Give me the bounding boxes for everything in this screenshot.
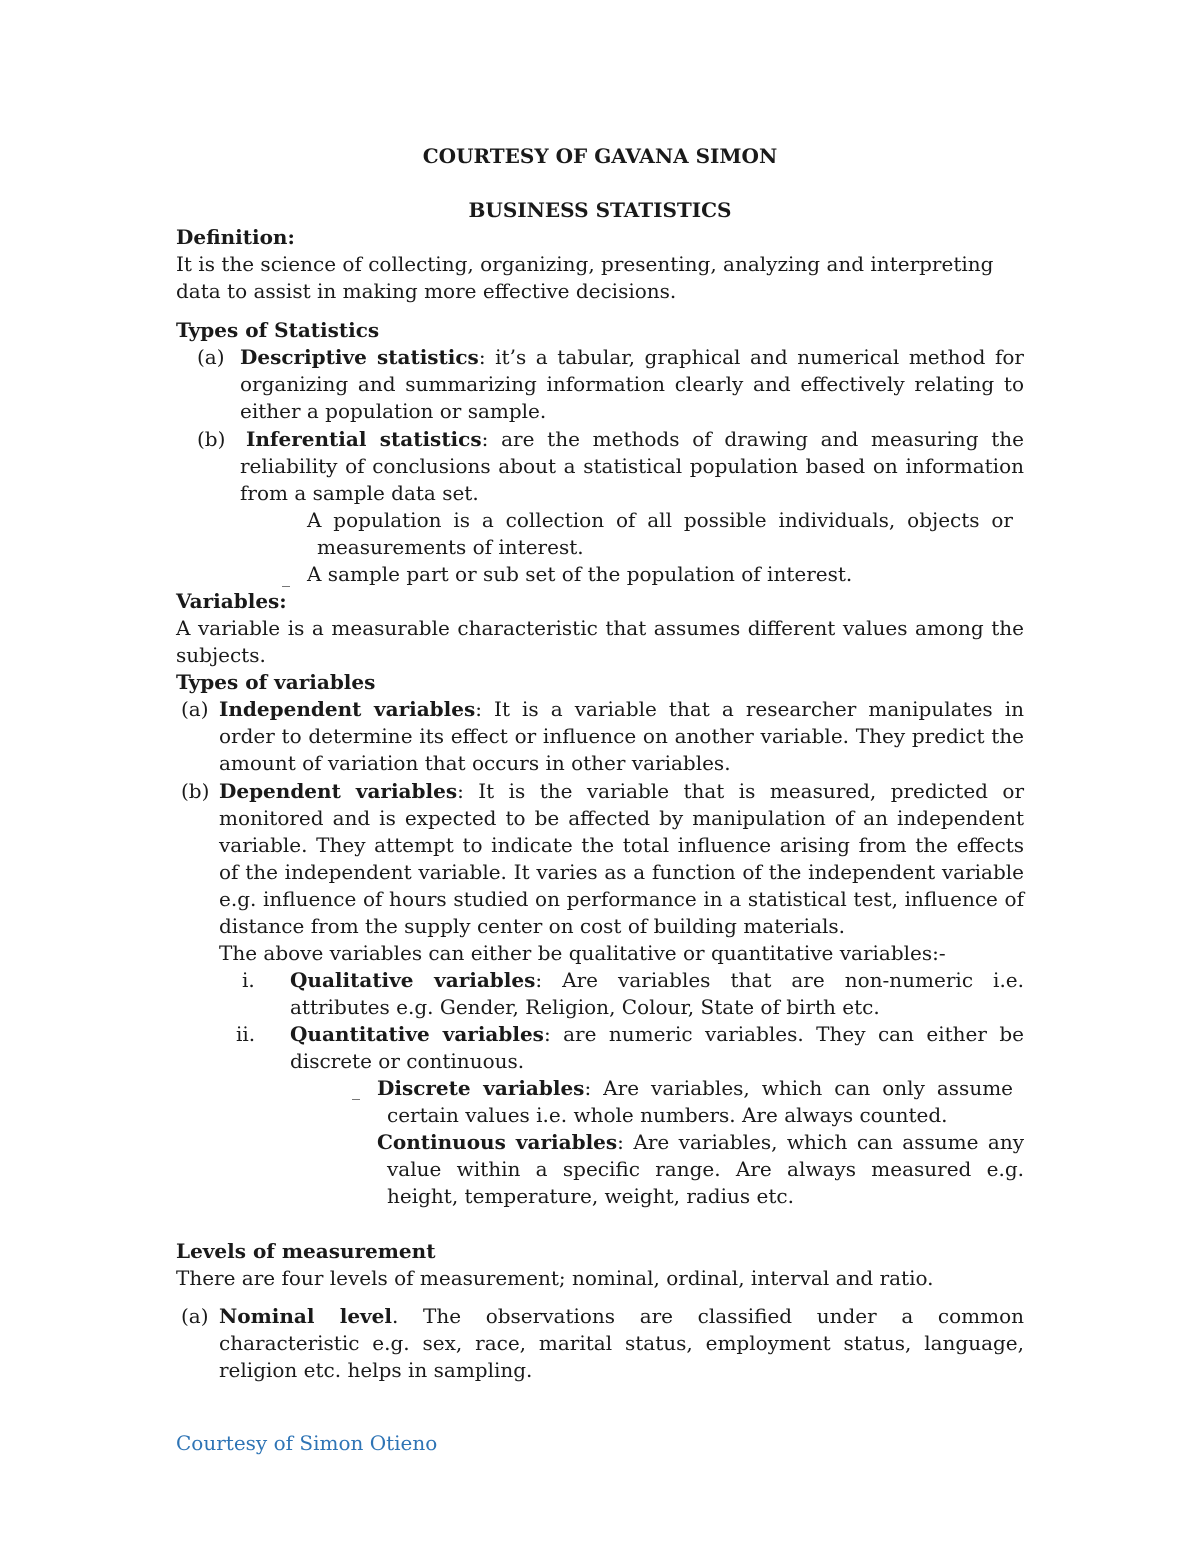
- list-item-qualitative: [290, 967, 1024, 1021]
- term: Independent variables: [219, 697, 476, 721]
- term: Nominal level: [219, 1304, 392, 1328]
- definition-heading: Definition:: [176, 225, 295, 249]
- list-item-descriptive: [240, 344, 1024, 425]
- types-of-variables-heading: Types of variables: [176, 670, 376, 694]
- list-item-continuous: [377, 1129, 1024, 1210]
- sub-item-population: [307, 507, 1013, 561]
- term-description: : It is a variable that a researcher manipulates in order to determine its effect or influence on another variable. They predict the amount of variation that occurs in other variables.: [219, 697, 1024, 775]
- list-item-nominal: [219, 1303, 1024, 1384]
- term-description: : Are variables that are non-numeric i.e. attributes e.g. Gender, Religion, Colour, State of birth etc.: [290, 968, 1025, 1019]
- list-item-dependent: [219, 778, 1024, 940]
- list-item-discrete: [377, 1075, 1013, 1129]
- term-description: : are the methods of drawing and measuring the reliability of conclusions about a statistical population based on information from a sample data set.: [240, 427, 1024, 505]
- term: Continuous variables: [377, 1130, 618, 1154]
- bullet-marker: _: [282, 568, 290, 587]
- variables-intro: The above variables can either be qualitative or quantitative variables:-: [219, 941, 946, 965]
- term: Qualitative variables: [290, 968, 536, 992]
- subject-title: BUSINESS STATISTICS: [468, 198, 732, 222]
- term: Dependent variables: [219, 779, 458, 803]
- term-description: : It is the variable that is measured, predicted or monitored and is expected to be affected by manipulation of an independent variable. They attempt to indicate the total influence arising from the effects of the independent variable. It varies as a function of the independent variable e.g. influence of hours studied on performance in a statistical test, influence of distance from the supply center on cost of building materials.: [219, 779, 1024, 938]
- levels-heading: Levels of measurement: [176, 1239, 436, 1263]
- term: Quantitative variables: [290, 1022, 544, 1046]
- bullet-marker: _: [352, 1081, 360, 1100]
- term: Inferential statistics: [246, 427, 482, 451]
- list-item-quantitative: [290, 1021, 1024, 1075]
- variables-text: A variable is a measurable characteristic that assumes different values among the subjects.: [176, 616, 1024, 667]
- sub-item-text: A population is a collection of all possible individuals, objects or measurements of interest.: [307, 508, 1013, 559]
- list-label: (a): [197, 345, 225, 369]
- list-item-independent: [219, 696, 1024, 777]
- term-description: : Are variables, which can only assume certain values i.e. whole numbers. Are always counted.: [387, 1076, 1014, 1127]
- term-description: : it’s a tabular, graphical and numerical method for organizing and summarizing information clearly and effectively relating to either a population or sample.: [240, 345, 1024, 423]
- types-of-statistics-heading: Types of Statistics: [176, 318, 380, 342]
- list-item-inferential: [240, 426, 1024, 507]
- footer-courtesy: Courtesy of Simon Otieno: [176, 1431, 438, 1455]
- list-label: (a): [181, 1304, 209, 1328]
- courtesy-title: COURTESY OF GAVANA SIMON: [422, 144, 778, 168]
- list-label: (b): [181, 779, 210, 803]
- definition-text: It is the science of collecting, organizing, presenting, analyzing and interpreting data to assist in making more effective decisions.: [176, 252, 994, 303]
- list-label: (b): [197, 427, 226, 451]
- list-label: (a): [181, 697, 209, 721]
- term-description: : are numeric variables. They can either be discrete or continuous.: [290, 1022, 1024, 1073]
- levels-text: There are four levels of measurement; nominal, ordinal, interval and ratio.: [176, 1266, 934, 1290]
- list-label: ii.: [236, 1022, 256, 1046]
- term-description: : Are variables, which can assume any value within a specific range. Are always measured e.g. height, temperature, weight, radius etc.: [387, 1130, 1025, 1208]
- term: Discrete variables: [377, 1076, 585, 1100]
- variables-heading: Variables:: [176, 589, 287, 613]
- term: Descriptive statistics: [240, 345, 479, 369]
- list-label: i.: [242, 968, 255, 992]
- term-description: . The observations are classified under a common characteristic e.g. sex, race, marital status, employment status, language, religion etc. helps in sampling.: [219, 1304, 1024, 1382]
- sub-item-sample: A sample part or sub set of the population of interest.: [307, 562, 853, 586]
